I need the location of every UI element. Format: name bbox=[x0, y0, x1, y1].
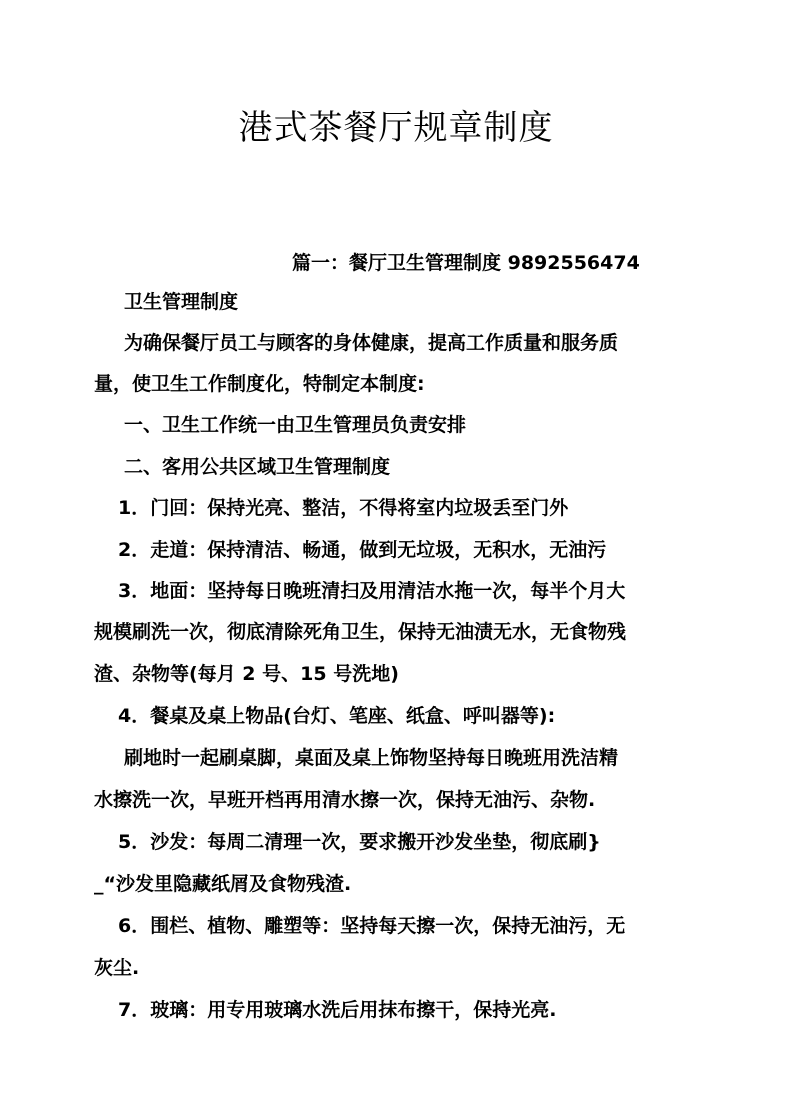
paragraph-line: 规模刷洗一次，彻底清除死角卫生，保持无油渍无水，无食物残 bbox=[94, 621, 627, 643]
paragraph-line: 水擦洗一次，早班开档再用清水擦一次，保持无油污、杂物. bbox=[94, 789, 596, 811]
paragraph-line: 4．餐桌及桌上物品(台灯、笔座、纸盒、呼叫器等): bbox=[118, 705, 556, 727]
paragraph-line: 渣、杂物等(每月 2 号、15 号洗地) bbox=[94, 663, 399, 685]
paragraph-line: 量，使卫生工作制度化，特制定本制度: bbox=[94, 373, 425, 395]
section-heading: 卫生管理制度 bbox=[124, 291, 239, 313]
paragraph-line: 3．地面：坚持每日晚班清扫及用清洁水拖一次，每半个月大 bbox=[118, 580, 626, 602]
paragraph-line: 1．门回：保持光亮、整洁，不得将室内垃圾丢至门外 bbox=[118, 497, 569, 519]
document-subtitle: 篇一：餐厅卫生管理制度 9892556474 bbox=[292, 252, 640, 274]
paragraph-line: 灰尘. bbox=[94, 957, 140, 979]
paragraph-line: 刷地时一起刷桌脚，桌面及桌上饰物坚持每日晚班用洗洁精 bbox=[124, 747, 619, 769]
document-title: 港式茶餐厅规章制度 bbox=[238, 108, 554, 148]
paragraph-line: _“沙发里隐藏纸屑及食物残渣. bbox=[94, 873, 352, 895]
paragraph-line: 6．围栏、植物、雕塑等：坚持每天擦一次，保持无油污，无 bbox=[118, 915, 626, 937]
paragraph-line: 5．沙发：每周二清理一次，要求搬开沙发坐垫，彻底刷} bbox=[118, 831, 601, 853]
paragraph-line: 为确保餐厅员工与顾客的身体健康，提高工作质量和服务质 bbox=[124, 332, 619, 354]
paragraph-line: 7．玻璃：用专用玻璃水洗后用抹布擦干，保持光亮. bbox=[118, 999, 557, 1021]
paragraph-line: 一、卫生工作统一由卫生管理员负责安排 bbox=[124, 414, 467, 436]
paragraph-line: 2．走道：保持清洁、畅通，做到无垃圾，无积水，无油污 bbox=[118, 539, 607, 561]
paragraph-line: 二、客用公共区域卫生管理制度 bbox=[124, 456, 391, 478]
